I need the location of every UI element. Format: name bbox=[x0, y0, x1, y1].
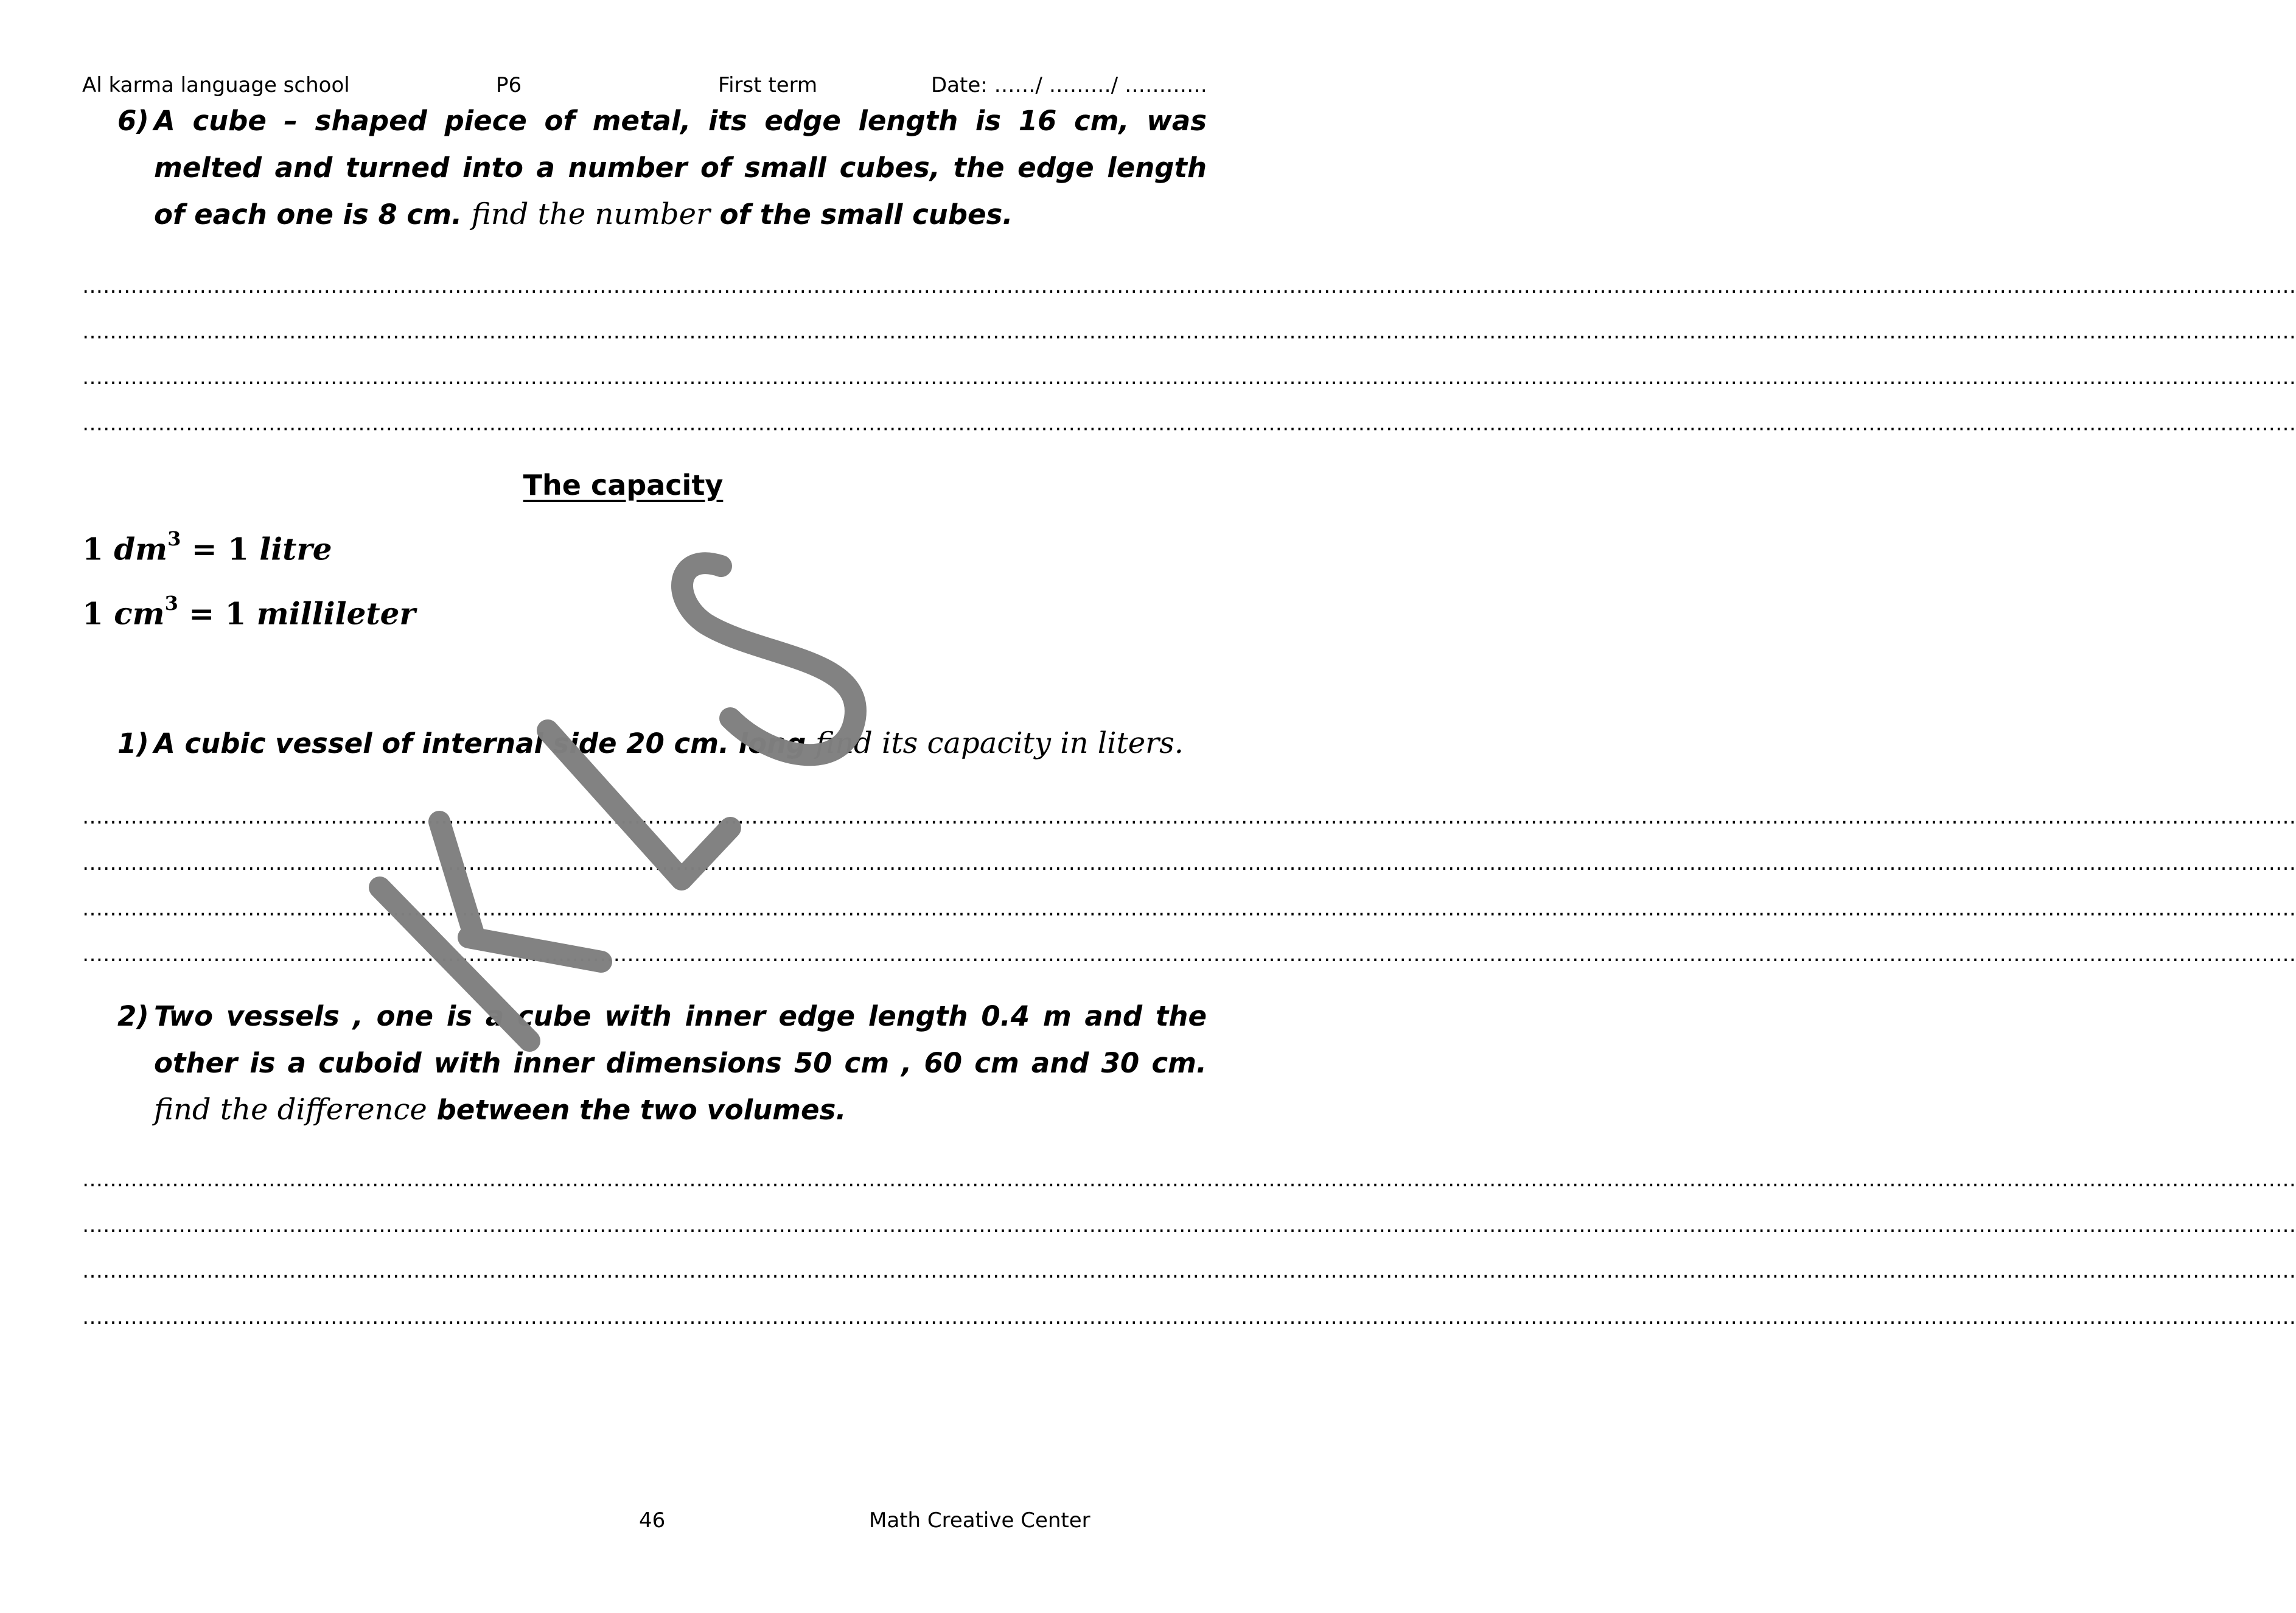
answer-line[interactable]: …………………………………………………………………………………………………………………………………………………………………………………………………………………………………………………………………………………………… bbox=[82, 1259, 2296, 1283]
question-6-text-end: of the small cubes. bbox=[719, 198, 1013, 231]
answer-line[interactable]: …………………………………………………………………………………………………………………………………………………………………………………………………………………………………………………………………………………………… bbox=[82, 320, 2296, 344]
question-6 bbox=[117, 97, 1207, 238]
header-date: Date: ……/ ………/ ………… bbox=[931, 73, 1208, 97]
answer-line[interactable]: …………………………………………………………………………………………………………………………………………………………………………………………………………………………………………………………………………………………… bbox=[82, 851, 2296, 875]
question-1-text: A cubic vessel of internal side 20 cm. long bbox=[154, 727, 806, 760]
answer-line[interactable]: …………………………………………………………………………………………………………………………………………………………………………………………………………………………………………………………………………………………… bbox=[82, 942, 2296, 967]
header-term: First term bbox=[718, 73, 818, 97]
question-2-text-end: between the two volumes. bbox=[436, 1094, 846, 1126]
formula-dm3-litre: 1 $dm^3 = 1$ litre bbox=[82, 527, 332, 567]
answer-line[interactable]: …………………………………………………………………………………………………………………………………………………………………………………………………………………………………………………………………………………………… bbox=[82, 1167, 2296, 1192]
question-1 bbox=[117, 720, 1207, 767]
answer-line[interactable]: …………………………………………………………………………………………………………………………………………………………………………………………………………………………………………………………………………………………… bbox=[82, 1305, 2296, 1329]
header-grade: P6 bbox=[496, 73, 522, 97]
question-2-body bbox=[154, 993, 1207, 1133]
answer-line[interactable]: …………………………………………………………………………………………………………………………………………………………………………………………………………………………………………………………………………………………… bbox=[82, 274, 2296, 298]
answer-line[interactable]: …………………………………………………………………………………………………………………………………………………………………………………………………………………………………………………………………………………………… bbox=[82, 805, 2296, 829]
question-2 bbox=[117, 993, 1207, 1133]
question-2-handwritten: find the difference bbox=[154, 1093, 427, 1127]
question-1-number: 1) bbox=[117, 727, 149, 760]
footer-center-name: Math Creative Center bbox=[869, 1508, 1090, 1533]
answer-line[interactable]: …………………………………………………………………………………………………………………………………………………………………………………………………………………………………………………………………………………………… bbox=[82, 411, 2296, 436]
question-6-handwritten: find the number bbox=[471, 197, 710, 231]
header-school: Al karma language school bbox=[82, 73, 350, 97]
question-6-body bbox=[154, 97, 1207, 238]
formula-cm3-milliliter: 1 $cm^3 = 1$ millileter bbox=[82, 592, 416, 632]
answer-line[interactable]: …………………………………………………………………………………………………………………………………………………………………………………………………………………………………………………………………………………………… bbox=[82, 365, 2296, 390]
question-1-handwritten: find its capacity in liters. bbox=[815, 726, 1184, 760]
answer-line[interactable]: …………………………………………………………………………………………………………………………………………………………………………………………………………………………………………………………………………………………… bbox=[82, 1213, 2296, 1237]
answer-line[interactable]: …………………………………………………………………………………………………………………………………………………………………………………………………………………………………………………………………………………………… bbox=[82, 897, 2296, 921]
question-6-number: 6) bbox=[117, 105, 149, 137]
section-title: The capacity bbox=[523, 469, 724, 502]
question-2-number: 2) bbox=[117, 1000, 149, 1032]
question-1-body bbox=[154, 720, 1207, 767]
question-6-text: A cube – shaped piece of metal, its edge length is 16 cm, was melted and turned into a number of small cubes, the edge length of each one is 8 cm. bbox=[154, 105, 1207, 231]
question-2-text: Two vessels , one is a cube with inner edge length 0.4 m and the other is a cuboid with inner dimensions 50 cm , 60 cm and 30 cm. bbox=[154, 1000, 1207, 1079]
page-number: 46 bbox=[639, 1508, 666, 1533]
